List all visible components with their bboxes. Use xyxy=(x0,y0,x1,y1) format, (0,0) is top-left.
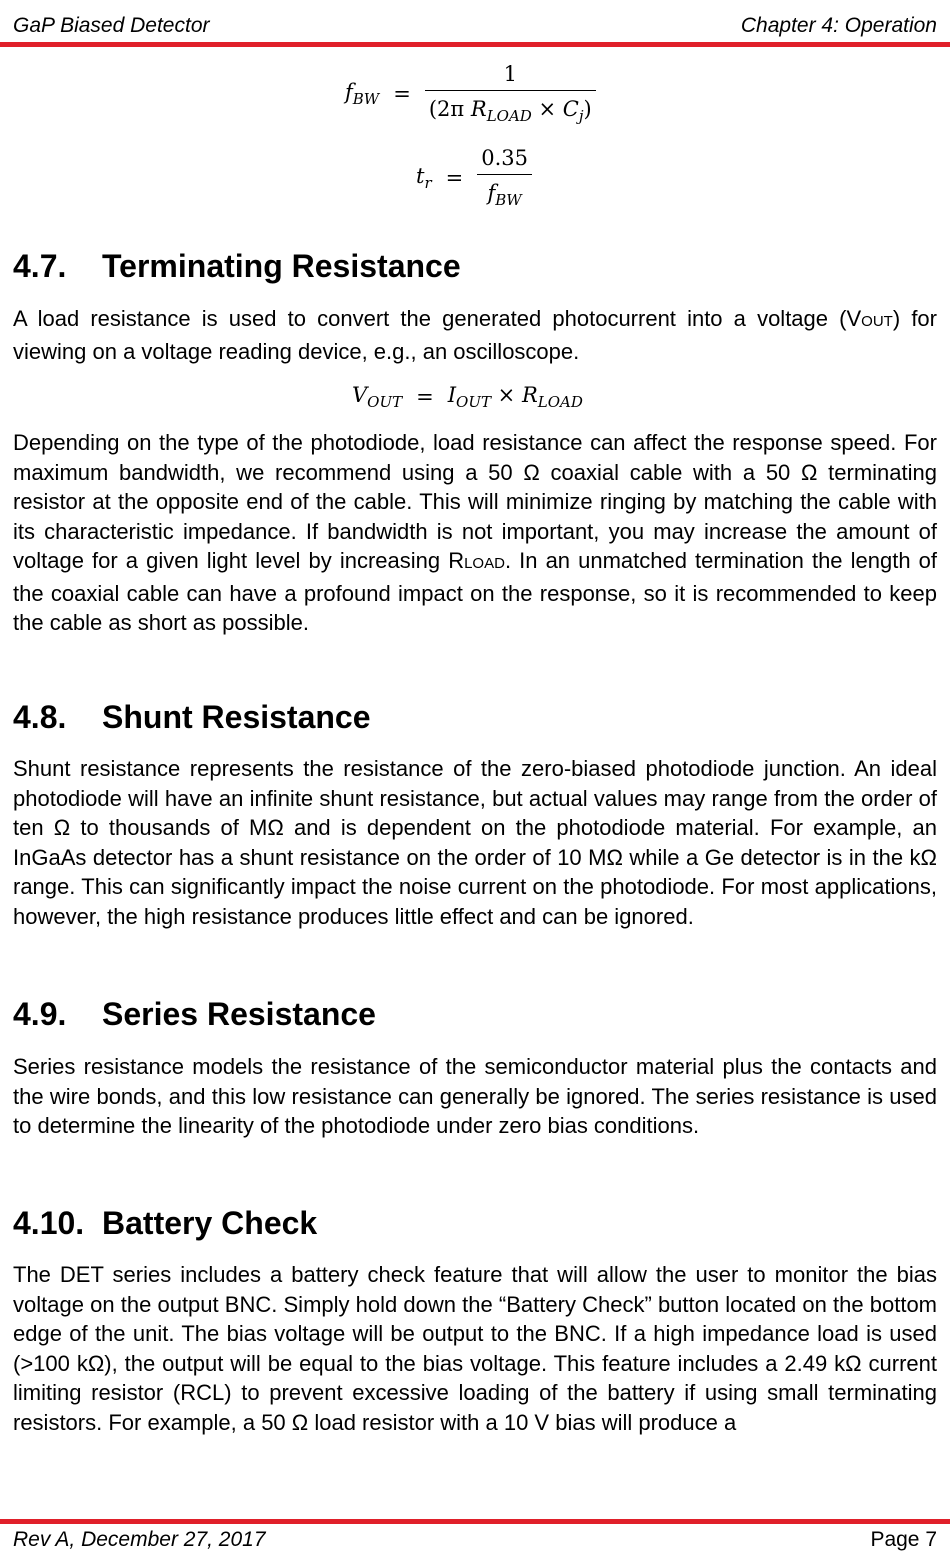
footer-revision: Rev A, December 27, 2017 xyxy=(13,1528,266,1551)
equation-fbw: $f_{BW}$ = $\frac{1}{(2\pi R_{LOAD} \times C_j)}$ xyxy=(345,62,596,125)
paragraph-series: Series resistance models the resistance of the semiconductor material plus the contacts and the wire bonds, and this low resistance can generally be ignored. The series resistance is used to determine the linearity of the photodiode under zero bias conditions. xyxy=(13,1054,937,1138)
equation-vout: $V_{OUT}$ = $I_{OUT} \times R_{LOAD}$ xyxy=(352,383,583,411)
header-chapter: Chapter 4: Operation xyxy=(740,14,937,37)
paragraph-shunt: Shunt resistance represents the resistance of the zero-biased photodiode junction. An ideal photodiode will have an infinite shunt resistance, but actual values may range from the order of ten Ω to thousands of MΩ and is dependent on the photodiode material. For example, an InGaAs detector has a shunt resistance on the order of 10 MΩ while a Ge detector is in the kΩ range. This can significantly impact the noise current on the photodiode. For most applications, however, the high resistance produces little effect and can be ignored. xyxy=(13,756,937,929)
section-heading-4-10: 4.10. Battery Check xyxy=(13,1205,318,1241)
paragraph-terminating-body: Depending on the type of the photodiode, load resistance can affect the response speed. For maximum bandwidth, we recommend using a 50 Ω coaxial cable with a 50 Ω terminating resistor at the opposite end of the cable. This will minimize ringing by matching the cable with its characteristic impedance. If bandwidth is not important, you may increase the amount of voltage for a given light level by increasing RLOAD. In an unmatched termination the length of the coaxial cable can have a profound impact on the response, so it is recommended to keep the cable as short as possible. xyxy=(13,430,937,635)
footer-rule xyxy=(0,1519,950,1524)
equation-tr: $t_r$ = $\frac{0.35}{f_{BW}}$ xyxy=(416,146,532,209)
paragraph-terminating-intro: A load resistance is used to convert the generated photocurrent into a voltage (VOUT) for viewing on a voltage reading device, e.g., an oscilloscope. xyxy=(13,306,937,364)
footer-page-number: Page 7 xyxy=(870,1528,937,1551)
section-heading-4-9: 4.9. Series Resistance xyxy=(13,996,376,1032)
paragraph-battery: The DET series includes a battery check feature that will allow the user to monitor the bias voltage on the output BNC. Simply hold down the “Battery Check” button located on the bottom edge of the unit. The bias voltage will be output to the BNC. If a high impedance load is used (>100 kΩ), the output will be equal to the bias voltage. This feature includes a 2.49 kΩ current limiting resistor (RCL) to prevent excessive loading of the battery if using small terminating resistors. For example, a 50 Ω load resistor with a 10 V bias will produce a xyxy=(13,1262,937,1435)
section-heading-4-8: 4.8. Shunt Resistance xyxy=(13,699,371,735)
header-rule xyxy=(0,42,950,47)
header-title: GaP Biased Detector xyxy=(13,14,210,37)
section-heading-4-7: 4.7. Terminating Resistance xyxy=(13,248,461,284)
page-header xyxy=(13,14,937,40)
